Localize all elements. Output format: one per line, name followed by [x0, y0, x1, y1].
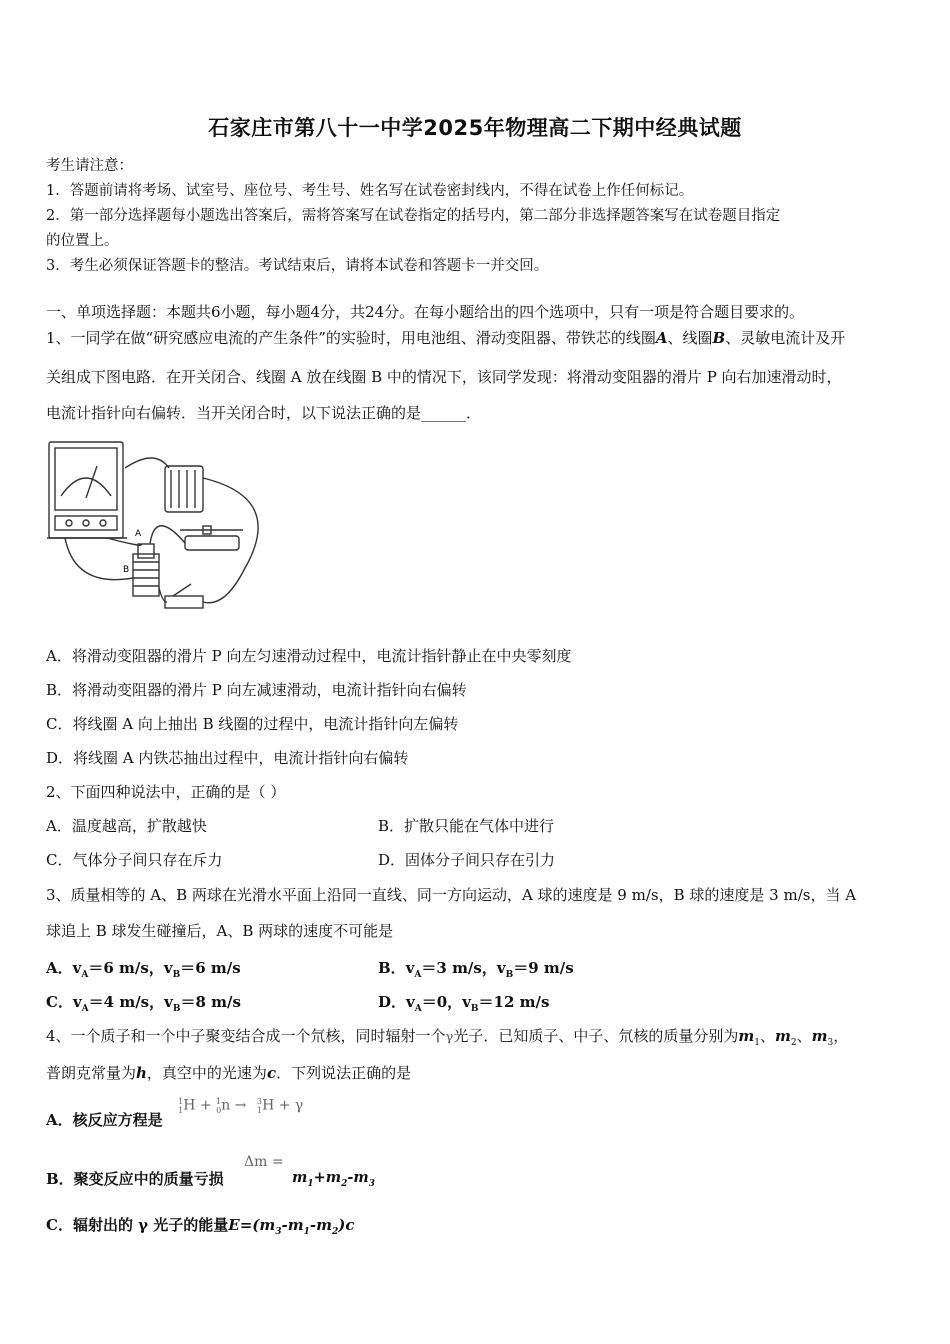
q4-option-c: C．辐射出的 γ 光子的能量$E=(m_3-m_1-m_2)c$	[46, 1216, 355, 1237]
notice-header: 考生请注意：	[46, 158, 133, 174]
q4-option-b: B．聚变反应中的质量亏损	[46, 1170, 224, 1188]
q1-stem-line3: 电流计指针向右偏转．当开关闭合时，以下说法正确的是______．	[46, 404, 482, 422]
mass-defect-symbol: Δm =	[244, 1154, 284, 1170]
q3-stem-line1: 3、质量相等的 A、B 两球在光滑水平面上沿同一直线、同一方向运动，A 球的速度是 9 m/s，B 球的速度是 3 m/s，当 A	[46, 886, 857, 904]
notice-item-1: 1．答题前请将考场、试室号、座位号、考生号、姓名写在试卷密封线内，不得在试卷上作任何标记。	[46, 183, 694, 199]
mass-defect-expression: $m_1+m_2-m_3$	[292, 1169, 376, 1189]
q1-option-c: C．将线圈 A 向上抽出 B 线圈的过程中，电流计指针向左偏转	[46, 715, 459, 733]
coil-b-label: B	[123, 565, 130, 575]
q1-option-a: A．将滑动变阻器的滑片 P 向左匀速滑动过程中，电流计指针静止在中央零刻度	[46, 647, 572, 665]
circuit-figure	[45, 438, 275, 616]
q2-option-d: D．固体分子间只存在引力	[378, 851, 556, 869]
q3-option-a: A．$v_A=6$ m/s，$v_B=6$ m/s	[46, 959, 241, 980]
q1-option-b: B．将滑动变阻器的滑片 P 向左减速滑动，电流计指针向右偏转	[46, 681, 467, 699]
coil-a-label: A	[135, 529, 142, 539]
notice-item-2: 2．第一部分选择题每小题选出答案后，需将答案写在试卷指定的括号内，第二部分非选择题答案写在试卷题目指定	[46, 208, 781, 224]
q3-option-b: B．$v_A=3$ m/s，$v_B=9$ m/s	[378, 959, 574, 980]
q2-stem: 2、下面四种说法中，正确的是（ ）	[46, 783, 286, 801]
q4-stem-line2: 普朗克常量为h，真空中的光速为c．下列说法正确的是	[46, 1064, 412, 1082]
q2-option-c: C．气体分子间只存在斥力	[46, 851, 223, 869]
page-title: 石家庄市第八十一中学2025年物理高二下期中经典试题	[208, 116, 742, 140]
q3-option-c: C．$v_A=4$ m/s，$v_B=8$ m/s	[46, 993, 241, 1014]
q2-option-b: B．扩散只能在气体中进行	[378, 817, 555, 835]
notice-item-3: 3．考生必须保证答题卡的整洁。考试结束后，请将本试卷和答题卡一并交回。	[46, 258, 549, 274]
q1-option-d: D．将线圈 A 内铁芯抽出过程中，电流计指针向右偏转	[46, 749, 409, 767]
q1-stem-line2: 关组成下图电路．在开关闭合、线圈 A 放在线圈 B 中的情况下，该同学发现：将滑动变阻器的滑片 P 向右加速滑动时，	[46, 368, 842, 386]
q4-stem-line1: 4、一个质子和一个中子聚变结合成一个氘核，同时辐射一个γ光子．已知质子、中子、氘核的质量分别为$m_1$、$m_2$、$m_3$，	[46, 1027, 849, 1048]
q3-stem-line2: 球追上 B 球发生碰撞后，A、B 两球的速度不可能是	[46, 922, 394, 940]
section-heading: 一、单项选择题：本题共6小题，每小题4分，共24分。在每小题给出的四个选项中，只有一项是符合题目要求的。	[46, 303, 805, 321]
q4-option-a: A．核反应方程是	[46, 1111, 163, 1129]
nuclear-equation: $^1_1$H + $^1_0$n → $^3_1$H + γ	[178, 1097, 304, 1116]
q2-option-a: A．温度越高，扩散越快	[46, 817, 207, 835]
q3-option-d: D．$v_A=0$，$v_B=12$ m/s	[378, 993, 550, 1014]
q1-stem-line1: 1、一同学在做“研究感应电流的产生条件”的实验时，用电池组、滑动变阻器、带铁芯的线圈A、线圈B、灵敏电流计及开	[46, 329, 846, 347]
notice-item-2-cont: 的位置上。	[46, 233, 119, 249]
